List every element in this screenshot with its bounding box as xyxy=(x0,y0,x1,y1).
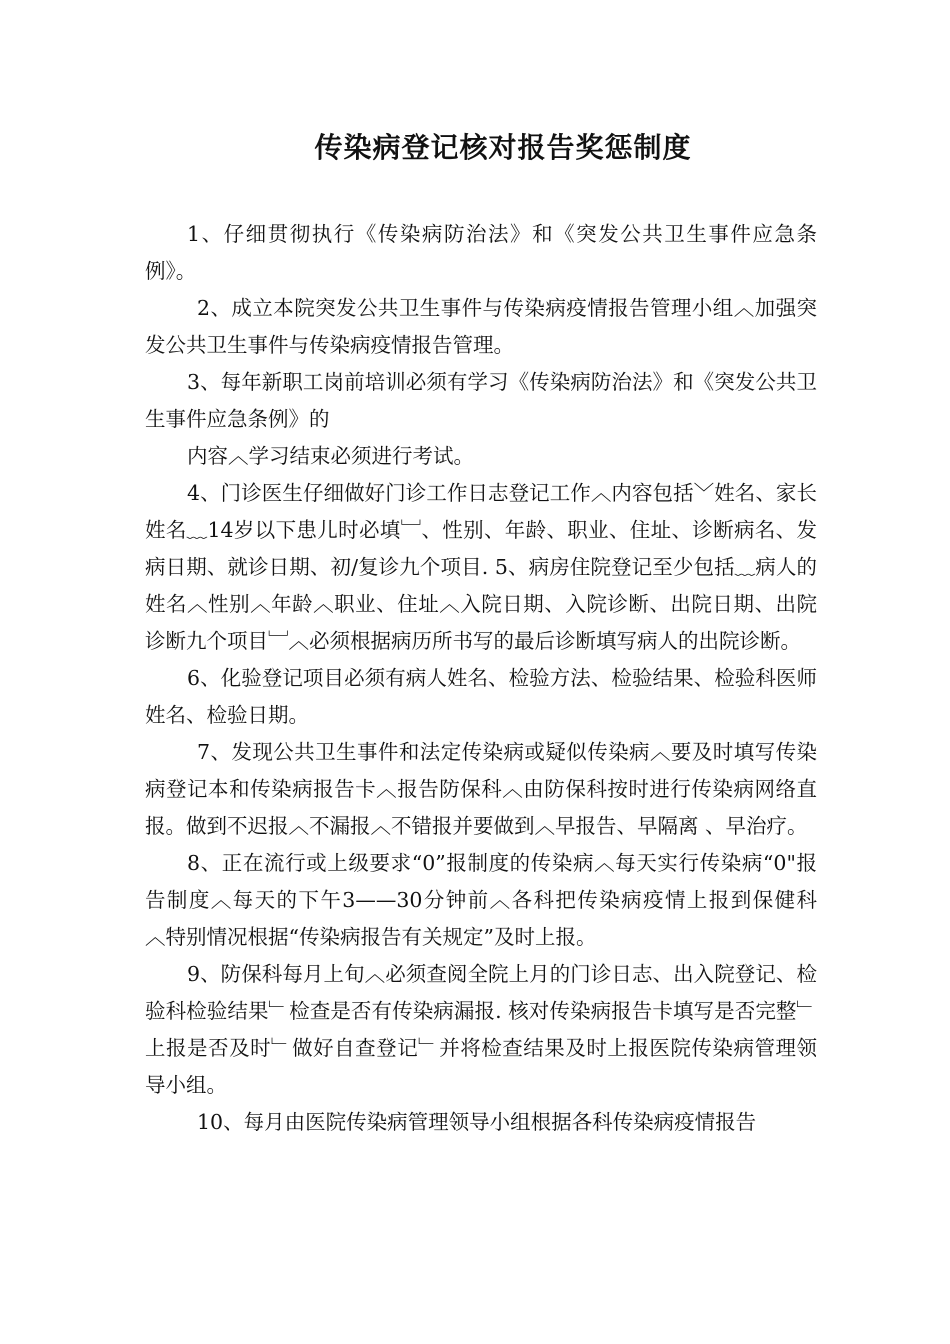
paragraph-9: 9、防保科每月上旬︿必须查阅全院上月的门诊日志、出入院登记、检验科检验结果﹂检查是否有传染病漏报. 核对传染病报告卡填写是否完整﹂上报是否及时﹂做好自查登记﹂并将检查结果及时上报医院传染病管理领导小组。 xyxy=(145,962,817,1097)
paragraph-8: 8、正在流行或上级要求“0”报制度的传染病︿每天实行传染病“0"报告制度︿每天的下午3——30分钟前︿各科把传染病疫情上报到保健科︿特别情况根据“传染病报告有关规定”及时上报。 xyxy=(145,851,817,949)
paragraph-1: 1、仔细贯彻执行《传染病防治法》和《突发公共卫生事件应急条例》。 xyxy=(145,222,817,283)
paragraph-6: 6、化验登记项目必须有病人姓名、检验方法、检验结果、检验科医师姓名、检验日期。 xyxy=(145,666,817,727)
paragraph-7: 7、发现公共卫生事件和法定传染病或疑似传染病︿要及时填写传染病登记本和传染病报告卡︿报告防保科︿由防保科按时进行传染病网络直报。做到不迟报︿不漏报︿不错报并要做到︿早报告、早隔离 、早治疗。 xyxy=(145,740,817,838)
paragraph-10: 10、每月由医院传染病管理领导小组根据各科传染病疫情报告 xyxy=(197,1110,757,1134)
document-body xyxy=(145,216,817,1141)
page-title: 传染病登记核对报告奖惩制度 xyxy=(314,131,692,164)
paragraph-2: 2、成立本院突发公共卫生事件与传染病疫情报告管理小组︿加强突发公共卫生事件与传染病疫情报告管理。 xyxy=(145,296,817,357)
paragraph-3: 3、每年新职工岗前培训必须有学习《传染病防治法》和《突发公共卫生事件应急条例》的 xyxy=(145,370,817,431)
paragraph-3-continued: 内容︿学习结束必须进行考试。 xyxy=(187,444,474,468)
paragraph-4-5: 4、门诊医生仔细做好门诊工作日志登记工作︿内容包括﹀姓名、家长姓名﹏14岁以下患儿时必填﹈、性别、年龄、职业、住址、诊断病名、发病日期、就诊日期、初/复诊九个项目. 5、病房住院登记至少包括﹏病人的姓名︿性别︿年龄︿职业、住址︿入院日期、入院诊断、出院日期、出院诊断九个项目﹈︿必须根据病历所书写的最后诊断填写病人的出院诊断。 xyxy=(145,481,817,653)
